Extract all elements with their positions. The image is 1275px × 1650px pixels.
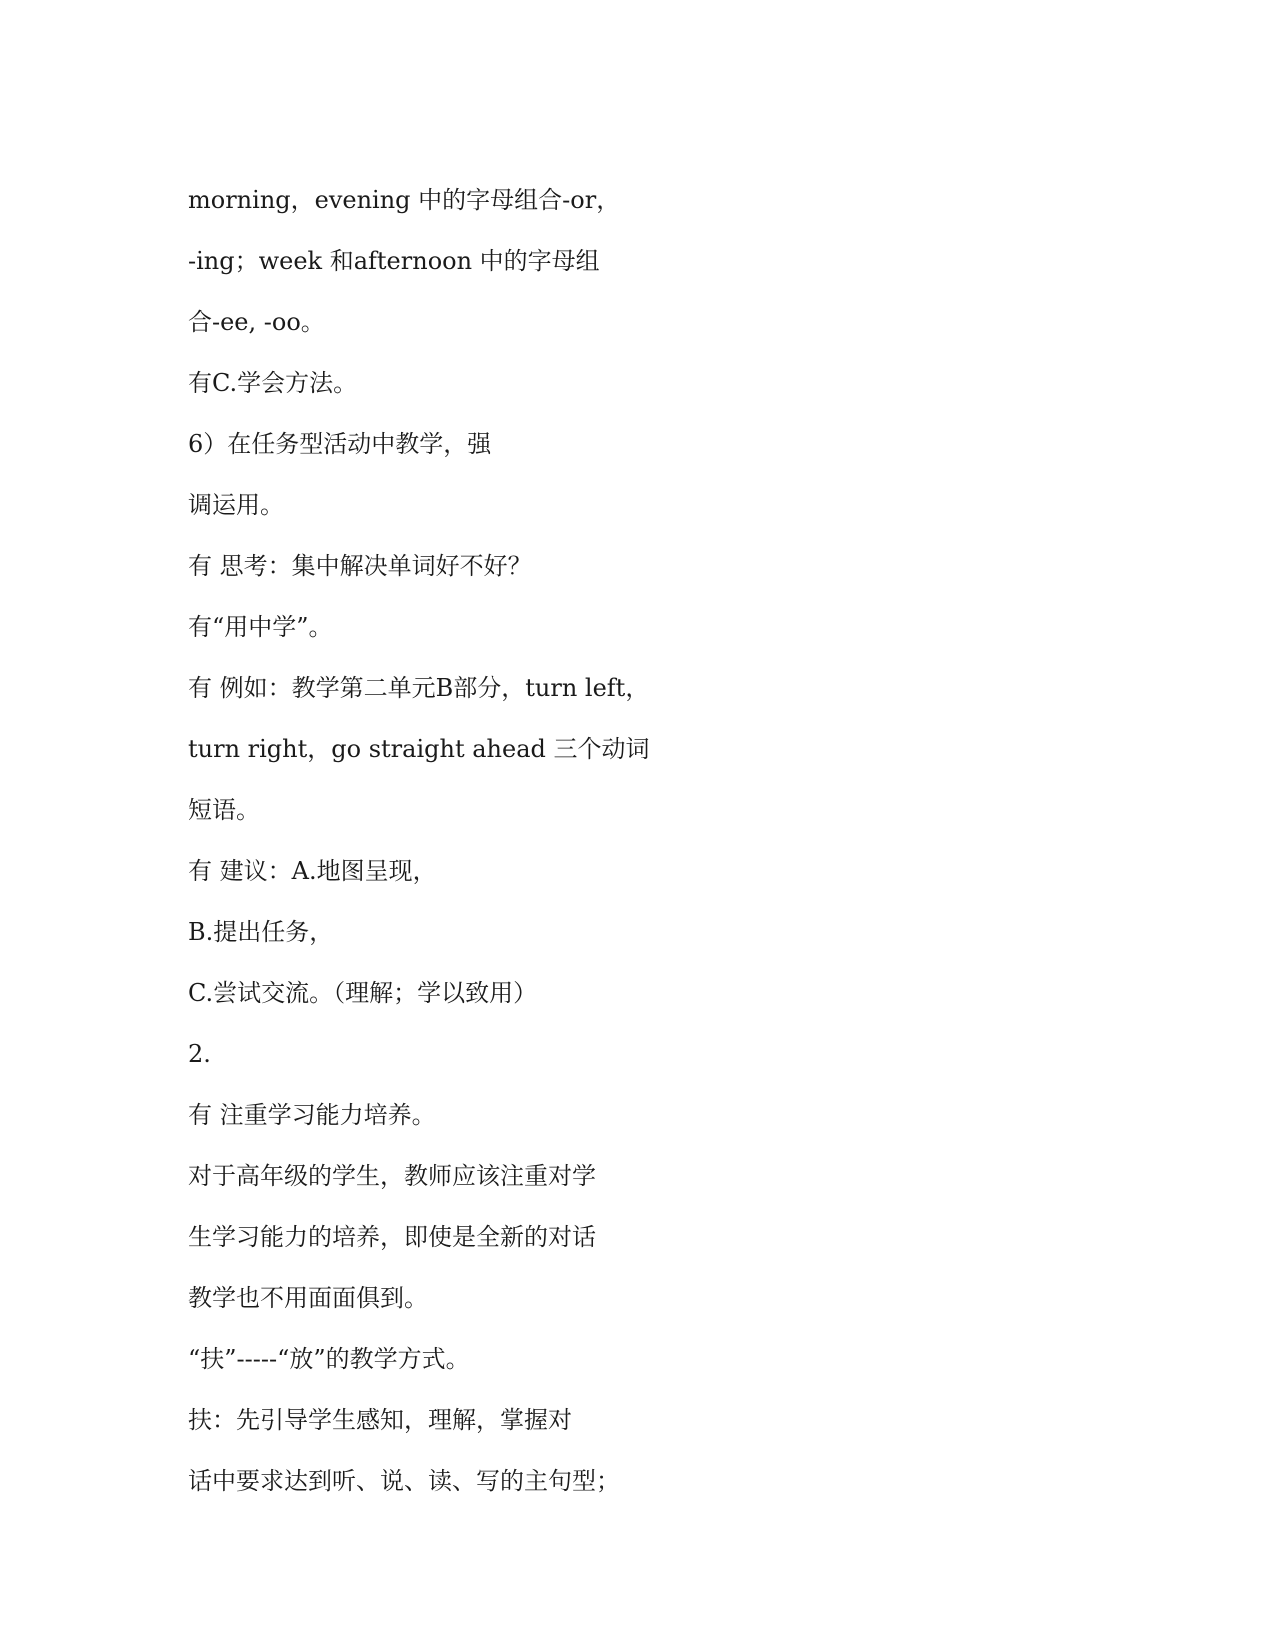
text-line: 生学习能力的培养，即使是全新的对话 [188,1223,596,1251]
text-line: 有 例如：教学第二单元B部分，turn left， [188,674,650,702]
text-line: 6）在任务型活动中教学，强 [188,430,492,458]
text-line: 对于高年级的学生，教师应该注重对学 [188,1162,596,1190]
text-line: B.提出任务， [188,918,334,946]
text-line: 有 注重学习能力培养。 [188,1101,436,1129]
text-line: 话中要求达到听、说、读、写的主句型； [188,1467,620,1495]
text-line: 教学也不用面面俱到。 [188,1284,428,1312]
text-line: -ing；week 和afternoon 中的字母组 [188,247,600,275]
text-line: 短语。 [188,796,260,824]
text-line: 有 思考：集中解决单词好不好？ [188,552,532,580]
document-body [188,170,908,1512]
text-line: C.尝试交流。（理解；学以致用） [188,979,538,1007]
text-line: 有C.学会方法。 [188,369,358,397]
text-line: 2. [188,1040,211,1068]
text-line: “扶”-----“放”的教学方式。 [188,1345,470,1373]
text-line: 调运用。 [188,491,284,519]
text-line: 合-ee, -oo。 [188,308,325,336]
text-line: 有“用中学”。 [188,613,333,641]
text-line: morning，evening 中的字母组合-or， [188,186,621,214]
text-line: 有 建议：A.地图呈现， [188,857,437,885]
text-line: 扶：先引导学生感知，理解，掌握对 [188,1406,572,1434]
text-line: turn right，go straight ahead 三个动词 [188,735,650,763]
